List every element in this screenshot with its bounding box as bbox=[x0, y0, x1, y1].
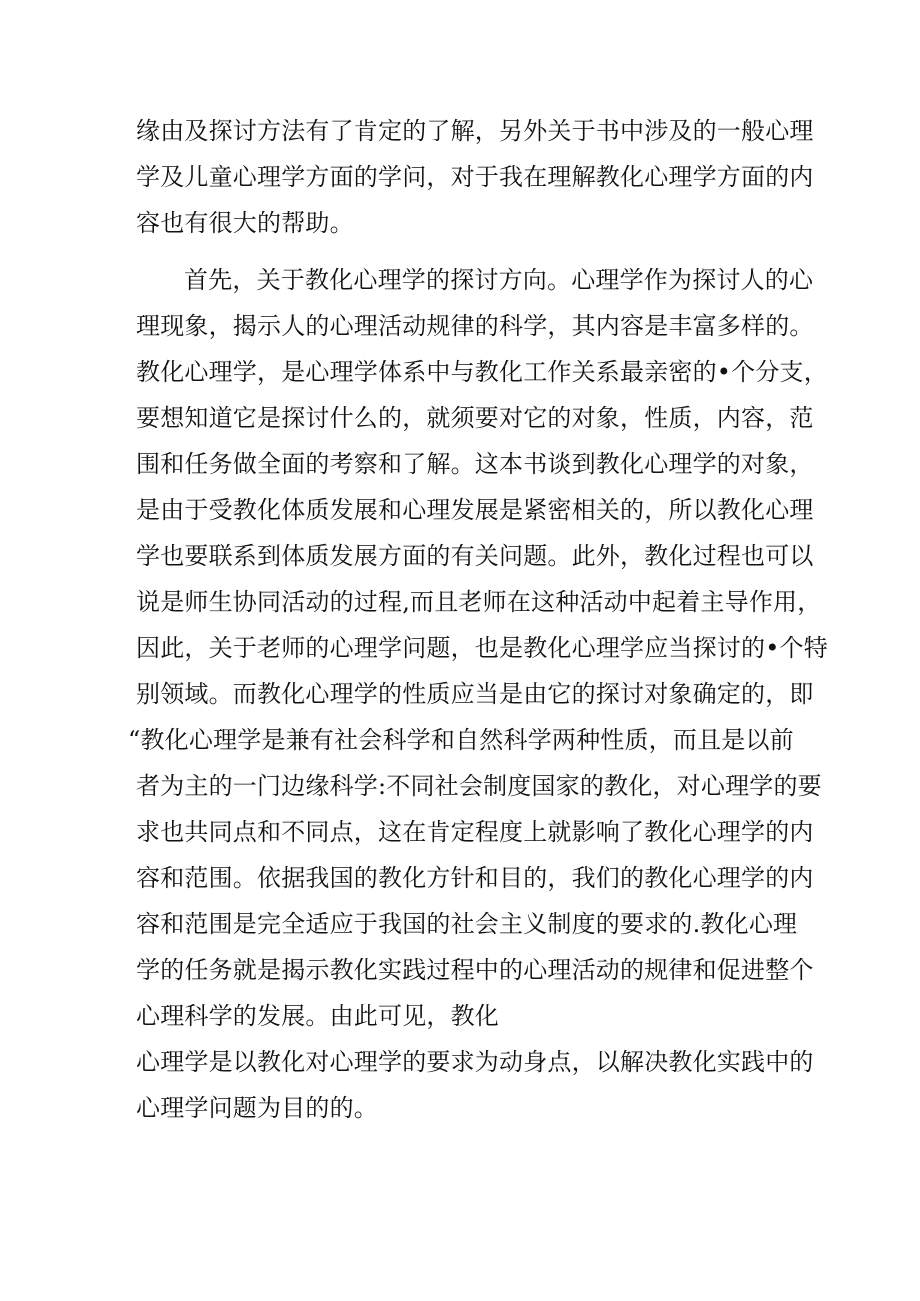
text-line: 学及儿童心理学方面的学问，对于我在理解教化心理学方面的内 bbox=[136, 163, 814, 191]
text-line: 求也共同点和不同点，这在肯定程度上就影响了教化心理学的内 bbox=[136, 818, 814, 846]
text-line: 容也有很大的帮助。 bbox=[136, 209, 354, 237]
text-line: 容和范围是完全适应于我国的社会主义制度的要求的.教化心理 bbox=[136, 910, 798, 938]
text-line: 缘由及探讨方法有了肯定的了解，另外关于书中涉及的一般心理 bbox=[136, 117, 814, 145]
text-line: 教化心理学，是心理学体系中与教化工作关系最亲密的•个分支， bbox=[136, 358, 828, 386]
text-line: 说是师生协同活动的过程,而且老师在这种活动中起着主导作用， bbox=[136, 588, 822, 616]
text-line: 者为主的一门边缘科学:不同社会制度国家的教化，对心理学的要 bbox=[136, 772, 822, 800]
text-line: 学也要联系到体质发展方面的有关问题。此外，教化过程也可以 bbox=[136, 542, 814, 570]
text-line: 别领域。而教化心理学的性质应当是由它的探讨对象确定的，即 bbox=[136, 680, 814, 708]
text-line: 要想知道它是探讨什么的，就须要对它的对象，性质，内容，范 bbox=[136, 404, 814, 432]
text-line: 容和范围。依据我国的教化方针和目的，我们的教化心理学的内 bbox=[136, 864, 814, 892]
text-line: 是由于受教化体质发展和心理发展是紧密相关的，所以教化心理 bbox=[136, 496, 814, 524]
text-line: 围和任务做全面的考察和了解。这本书谈到教化心理学的对象， bbox=[136, 450, 814, 478]
text-line: 心理科学的发展。由此可见，教化 bbox=[136, 1002, 499, 1030]
text-line: 心理学问题为目的的。 bbox=[136, 1094, 378, 1122]
text-line: 理现象，揭示人的心理活动规律的科学，其内容是丰富多样的。 bbox=[136, 312, 814, 340]
text-line: “教化心理学是兼有社会科学和自然科学两种性质，而且是以前 bbox=[128, 726, 794, 754]
text-line: 因此，关于老师的心理学问题，也是教化心理学应当探讨的•个特 bbox=[136, 634, 828, 662]
text-line: 心理学是以教化对心理学的要求为动身点，以解决教化实践中的 bbox=[136, 1048, 814, 1076]
paragraph-first-line: 首先，关于教化心理学的探讨方向。心理学作为探讨人的心 bbox=[184, 266, 814, 294]
text-line: 学的任务就是揭示教化实践过程中的心理活动的规律和促进整个 bbox=[136, 956, 814, 984]
